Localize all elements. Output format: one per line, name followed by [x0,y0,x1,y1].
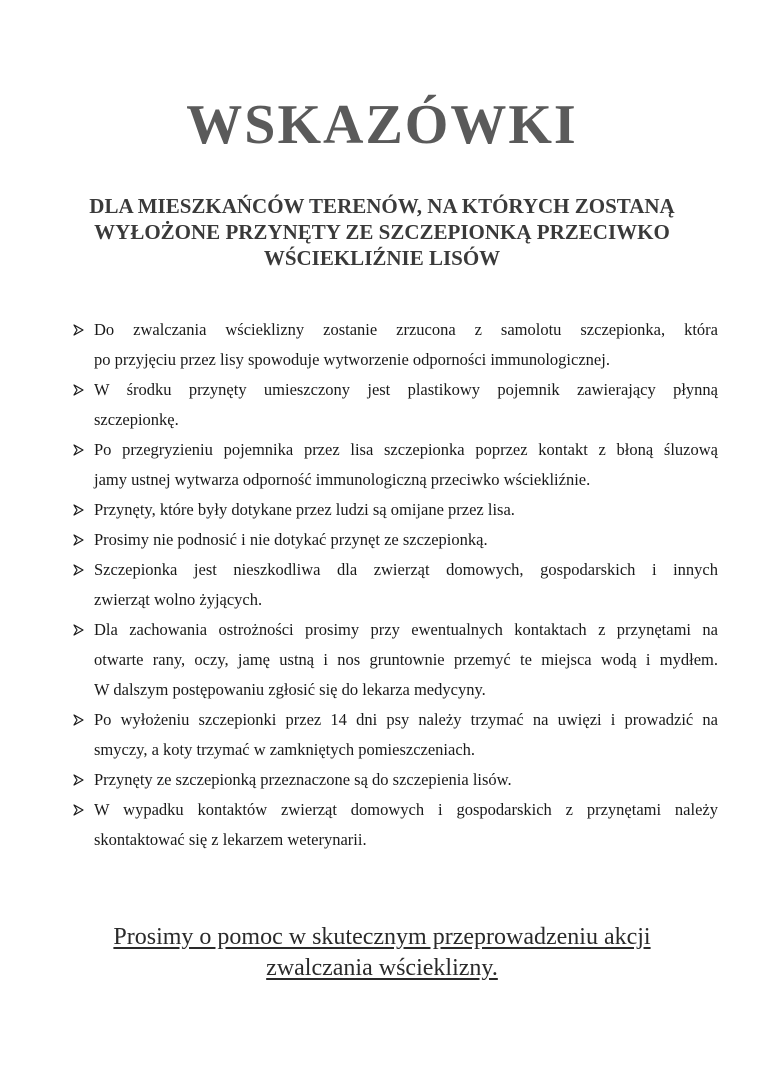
arrowhead-bullet-icon [73,804,84,816]
list-item [70,705,718,765]
list-item [70,525,718,555]
list-item [70,555,718,615]
arrowhead-bullet-icon [73,774,84,786]
arrowhead-bullet-icon [73,624,84,636]
arrowhead-bullet-icon [73,564,84,576]
list-item-line: Przynęty ze szczepionką przeznaczone są do szczepienia lisów. [94,770,512,789]
list-item [70,765,718,795]
arrowhead-bullet-icon [73,384,84,396]
list-item-line: W dalszym postępowaniu zgłosić się do lekarza medycyny. [94,680,486,699]
list-item-line: Po przegryzieniu pojemnika przez lisa szczepionka poprzez kontakt z błoną śluzową [94,440,718,459]
list-item [70,795,718,855]
list-item-line: W wypadku kontaktów zwierząt domowych i gospodarskich z przynętami należy [94,800,718,819]
list-item-line: Przynęty, które były dotykane przez ludzi są omijane przez lisa. [94,500,515,519]
list-item [70,315,718,375]
arrowhead-bullet-icon [73,534,84,546]
list-item-line: zwierząt wolno żyjących. [94,590,263,609]
list-item-line: Po wyłożeniu szczepionki przez 14 dni psy należy trzymać na uwięzi i prowadzić na [94,710,718,729]
list-item-line: Prosimy nie podnosić i nie dotykać przynęt ze szczepionką. [94,530,488,549]
list-item-line: Szczepionka jest nieszkodliwa dla zwierząt domowych, gospodarskich i innych [94,560,718,579]
list-item-line: szczepionkę. [94,410,179,429]
arrowhead-bullet-icon [73,324,84,336]
list-item-line: otwarte rany, oczy, jamę ustną i nos gruntownie przemyć te miejsca wodą i mydłem. [94,650,718,669]
footer-appeal [0,922,764,984]
list-item-line: W środku przynęty umieszczony jest plastikowy pojemnik zawierający płynną [94,380,718,399]
subtitle-line: WŚCIEKLIŹNIE LISÓW [263,246,501,270]
footer-line: Prosimy o pomoc w skutecznym przeprowadzeniu akcji [113,924,651,950]
list-item [70,375,718,435]
footer-line: zwalczania wścieklizny. [266,955,498,981]
arrowhead-bullet-icon [73,714,84,726]
subtitle-line: DLA MIESZKAŃCÓW TERENÓW, NA KTÓRYCH ZOSTANĄ [89,194,675,218]
arrowhead-bullet-icon [73,444,84,456]
list-item-line: po przyjęciu przez lisy spowoduje wytworzenie odporności immunologicznej. [94,350,610,369]
subtitle-line: WYŁOŻONE PRZYNĘTY ZE SZCZEPIONKĄ PRZECIWKO [94,220,670,244]
list-item [70,495,718,525]
list-item [70,615,718,705]
guidance-list [70,315,718,855]
arrowhead-bullet-icon [73,504,84,516]
list-item-line: skontaktować się z lekarzem weterynarii. [94,830,367,849]
list-item-line: smyczy, a koty trzymać w zamkniętych pomieszczeniach. [94,740,476,759]
list-item-line: Dla zachowania ostrożności prosimy przy ewentualnych kontaktach z przynętami na [94,620,718,639]
page-title: WSKAZÓWKI [186,94,578,156]
list-item [70,435,718,495]
list-item-line: Do zwalczania wścieklizny zostanie zrzucona z samolotu szczepionka, która [94,320,718,339]
list-item-line: jamy ustnej wytwarza odporność immunologiczną przeciwko wściekliźnie. [94,470,591,489]
subtitle [40,193,724,271]
